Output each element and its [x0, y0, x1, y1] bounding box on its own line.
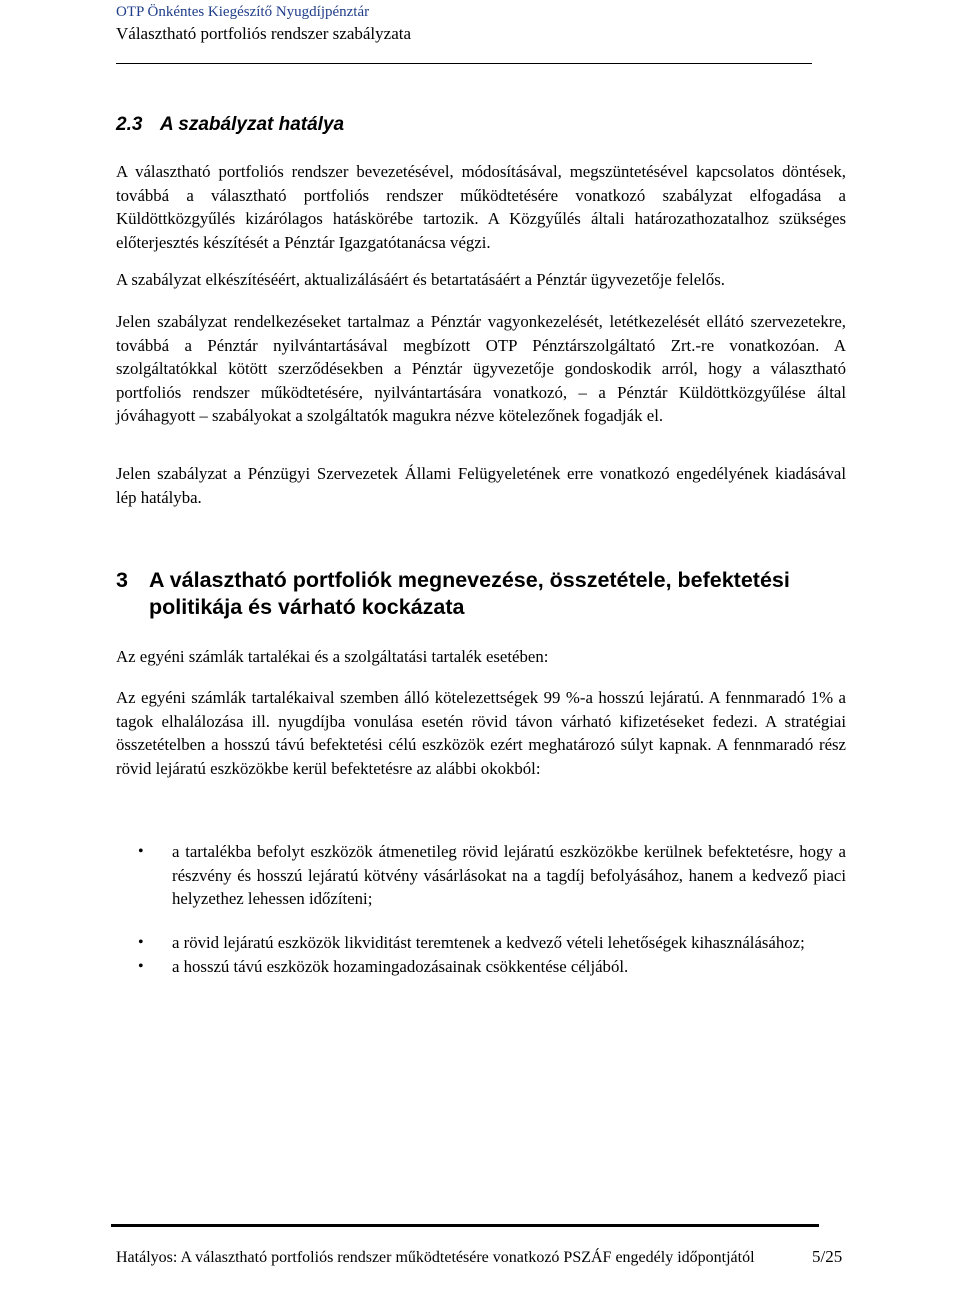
- paragraph-providers: Jelen szabályzat rendelkezéseket tartalmaz a Pénztár vagyonkezelését, letétkezelését ellátó szervezetekre, továbbá a Pénztár nyilvántartásával megbízott OTP Pénztárszolgáltató Zrt.-re vonatkozóan. A szolgáltatókkal kötött szerződésekben a Pénztár ügyvezetője gondoskodik arról, hogy a választható portfoliós rendszer működtetésére, nyilvántartására vonatkozó, – a Pénztár Küldöttközgyűlése által jóváhagyott – szabályokat a szolgáltatók magukra nézve kötelezőnek fogadják el.: [116, 312, 846, 425]
- section-2-3-number: 2.3: [116, 114, 143, 135]
- list-item-text: a tartalékba befolyt eszközök átmenetileg rövid lejáratú eszközökbe kerülnek befektetésre, hogy a részvény és hosszú lejáratú kötvény vásárlásokat na a tagdíj befolyásához, hanem a kedvező piaci helyzethez lehessen időzíteni;: [172, 842, 846, 908]
- header-divider: [116, 63, 812, 64]
- section-3-number: 3: [116, 568, 128, 592]
- paragraph-responsibility: A szabályzat elkészítéséért, aktualizálásáért és betartatásáért a Pénztár ügyvezetője felelős.: [116, 270, 725, 289]
- list-item-text: a hosszú távú eszközök hozamingadozásainak csökkentése céljából.: [172, 957, 629, 976]
- header-org: OTP Önkéntes Kiegészítő Nyugdíjpénztár: [116, 4, 370, 20]
- section-2-3-title: A szabályzat hatálya: [160, 114, 345, 135]
- paragraph-scope: A választható portfoliós rendszer bevezetésével, módosításával, megszüntetésével kapcsolatos döntések, továbbá a választható portfoliós rendszer működtetésére vonatkozó szabályzat elfogadása a Küldöttközgyűlés kizárólagos hatáskörébe tartozik. A Közgyűlés általi határozathozatalhoz szükséges előterjesztés készítését a Pénztár Igazgatótanácsa végzi.: [116, 162, 846, 252]
- page-number: 5/25: [812, 1247, 843, 1266]
- section-3-title: A választható portfoliók megnevezése, összetétele, befektetési politikája és várható kockázata: [149, 568, 790, 619]
- paragraph-effective: Jelen szabályzat a Pénzügyi Szervezetek Állami Felügyeletének erre vonatkozó engedélyének kiadásával lép hatályba.: [116, 464, 846, 507]
- reasons-list: [116, 840, 846, 954]
- section-3-heading: [116, 567, 846, 621]
- list-item: [116, 955, 846, 979]
- reasons-list-end: [116, 955, 846, 981]
- section-2-3-heading: [116, 114, 344, 136]
- list-item-text: a rövid lejáratú eszközök likviditást teremtenek a kedvező vételi lehetőségek kihasználásához;: [172, 932, 805, 952]
- bullet-icon: •: [138, 933, 144, 951]
- paragraph-intro: Az egyéni számlák tartalékai és a szolgáltatási tartalék esetében:: [116, 647, 549, 666]
- header-title: Választható portfoliós rendszer szabályzata: [116, 24, 412, 43]
- footer-effective-text: Hatályos: A választható portfoliós rendszer működtetésére vonatkozó PSZÁF engedély időpontjától: [116, 1249, 755, 1266]
- bullet-icon: •: [138, 958, 144, 975]
- paragraph-reserves: Az egyéni számlák tartalékaival szemben álló kötelezettségek 99 %-a hosszú lejáratú. A fennmaradó 1% a tagok elhalálozása ill. nyugdíjba vonulása esetén rövid távon várható kifizetéseket fedezi. A stratégiai összetételben a hosszú távú befektetési célú eszközök ezért meghatározó súlyt kapnak. A fennmaradó rész rövid lejáratú eszközökbe kerül befektetésre az alábbi okokból:: [116, 688, 846, 778]
- list-item: [116, 840, 846, 911]
- bullet-icon: •: [138, 843, 144, 860]
- footer-divider: [111, 1224, 819, 1227]
- list-item: [116, 931, 846, 955]
